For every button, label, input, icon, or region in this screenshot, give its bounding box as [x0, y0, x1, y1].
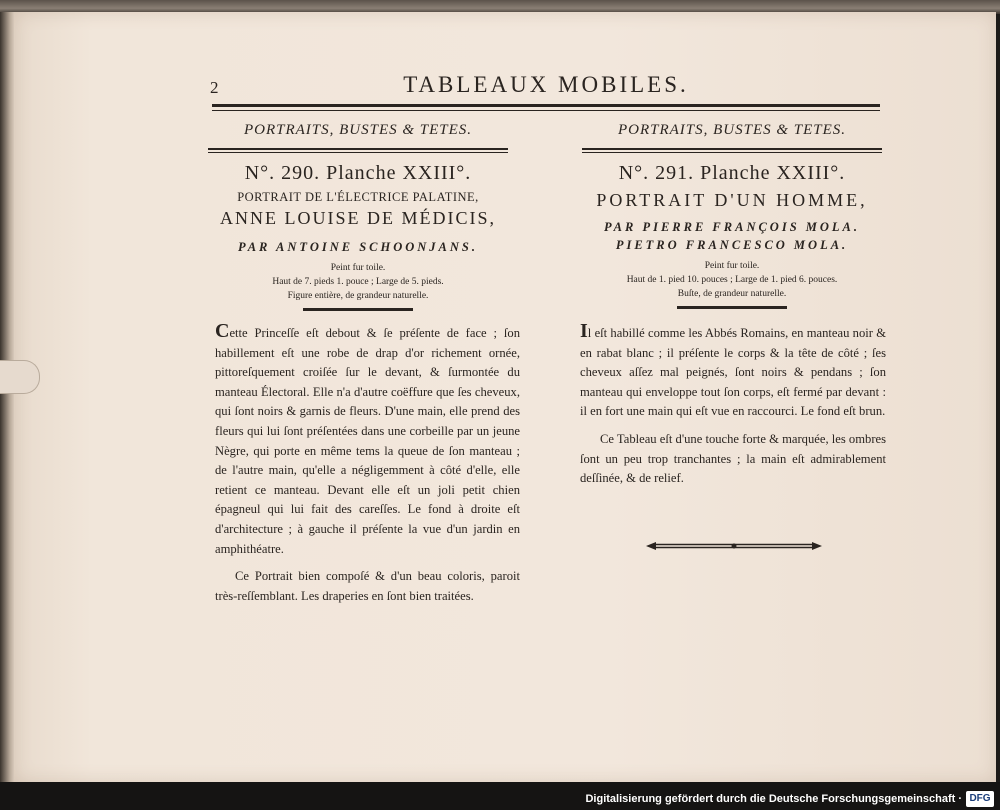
right-description [580, 320, 886, 489]
book-binding-edge [0, 12, 14, 782]
left-paragraph-1 [215, 320, 520, 559]
left-section-heading: PORTRAITS, BUSTES & TETES. [243, 122, 473, 138]
left-short-rule [303, 308, 413, 311]
left-artist: PAR ANTOINE SCHOONJANS. [238, 240, 478, 254]
header-rule [212, 104, 880, 111]
page-number: 2 [210, 78, 219, 97]
right-entry-header [572, 118, 892, 309]
left-title-line2: ANNE LOUISE DE MÉDICIS, [220, 208, 496, 228]
left-title-line1: PORTRAIT DE L'ÉLECTRICE PALATINE, [237, 190, 479, 204]
left-paragraph-2: Ce Portrait bien compoſé & d'un beau coloris, paroit très-reſſemblant. Les draperies en ſont bien traitées. [215, 569, 520, 603]
right-paragraph-2: Ce Tableau eſt d'une touche forte & marquée, les ombres ſont un peu trop tranchantes ; la main eſt admirablement deſſinée, & de relief. [580, 431, 886, 486]
left-plate-number: N°. 290. Planche XXIII°. [244, 162, 472, 184]
running-title: TABLEAUX MOBILES. [403, 72, 689, 97]
right-plate-number: N°. 291. Planche XXIII°. [618, 162, 846, 184]
left-section-rule [208, 148, 508, 153]
end-ornament [646, 540, 822, 552]
left-details [198, 261, 518, 303]
right-details [572, 259, 892, 301]
right-detail-size: Haut de 1. pied 10. pouces ; Large de 1. pied 6. pouces. [626, 275, 838, 285]
right-section-heading: PORTRAITS, BUSTES & TETES. [617, 122, 847, 138]
left-dropcap: C [215, 320, 230, 342]
left-entry-header [198, 118, 518, 311]
right-short-rule [677, 306, 787, 309]
right-section-rule [582, 148, 882, 153]
right-title: PORTRAIT D'UN HOMME, [596, 190, 868, 210]
right-artist-italian: PIETRO FRANCESCO MOLA. [615, 238, 849, 252]
page-tab [0, 360, 40, 394]
right-artist-french: PAR PIERRE FRANÇOIS MOLA. [603, 220, 861, 234]
left-description [215, 320, 520, 606]
right-paragraph-1 [580, 320, 886, 422]
left-detail-figure: Figure entière, de grandeur naturelle. [287, 291, 429, 301]
left-detail-size: Haut de 7. pieds 1. pouce ; Large de 5. pieds. [272, 277, 444, 287]
dfg-logo: DFG [966, 791, 994, 807]
right-paragraph-1-text: l eſt habillé comme les Abbés Romains, en manteau noir & en rabat blanc ; il préſente le corps & la tête de côté ; ſes cheveux aſſez mal peignés, ſont noirs & pendans ; ſon manteau qui enveloppe tout ſon corps, eſt fermé par devant : il en fort une main qui eſt vue en raccourci. Le fond eſt brun. [580, 326, 886, 419]
left-paragraph-1-text: ette Princeſſe eſt debout & ſe préſente de face ; ſon habillement eſt une robe de drap d'or richement ornée, pittoreſquement croiſée ſur le devant, & ſurmontée du manteau Électoral. Elle n'a d'autre coëffure que ſes cheveux, qui ſont noirs & garnis de fleurs. D'une main, elle prend des fleurs qui lui ſont préſentées dans une corbeille par un jeune Nègre, qui porte en même tems la queue de ſon manteau ; de l'autre main, qu'elle a négligemment à côté d'elle, elle retient ce manteau. Devant elle eſt un joli petit chien épagneul qui lui fait des careſſes. Le fond à droite eſt d'architecture ; à gauche il préſente la vue d'un jardin en amphithéatre. [215, 326, 520, 556]
right-detail-bust: Buſte, de grandeur naturelle. [677, 289, 787, 299]
funding-credit: Digitalisierung gefördert durch die Deutsche Forschungsgemeinschaft · [585, 793, 962, 805]
left-detail-medium: Peint fur toile. [330, 263, 386, 273]
right-detail-medium: Peint fur toile. [704, 261, 760, 271]
right-dropcap: I [580, 320, 588, 342]
